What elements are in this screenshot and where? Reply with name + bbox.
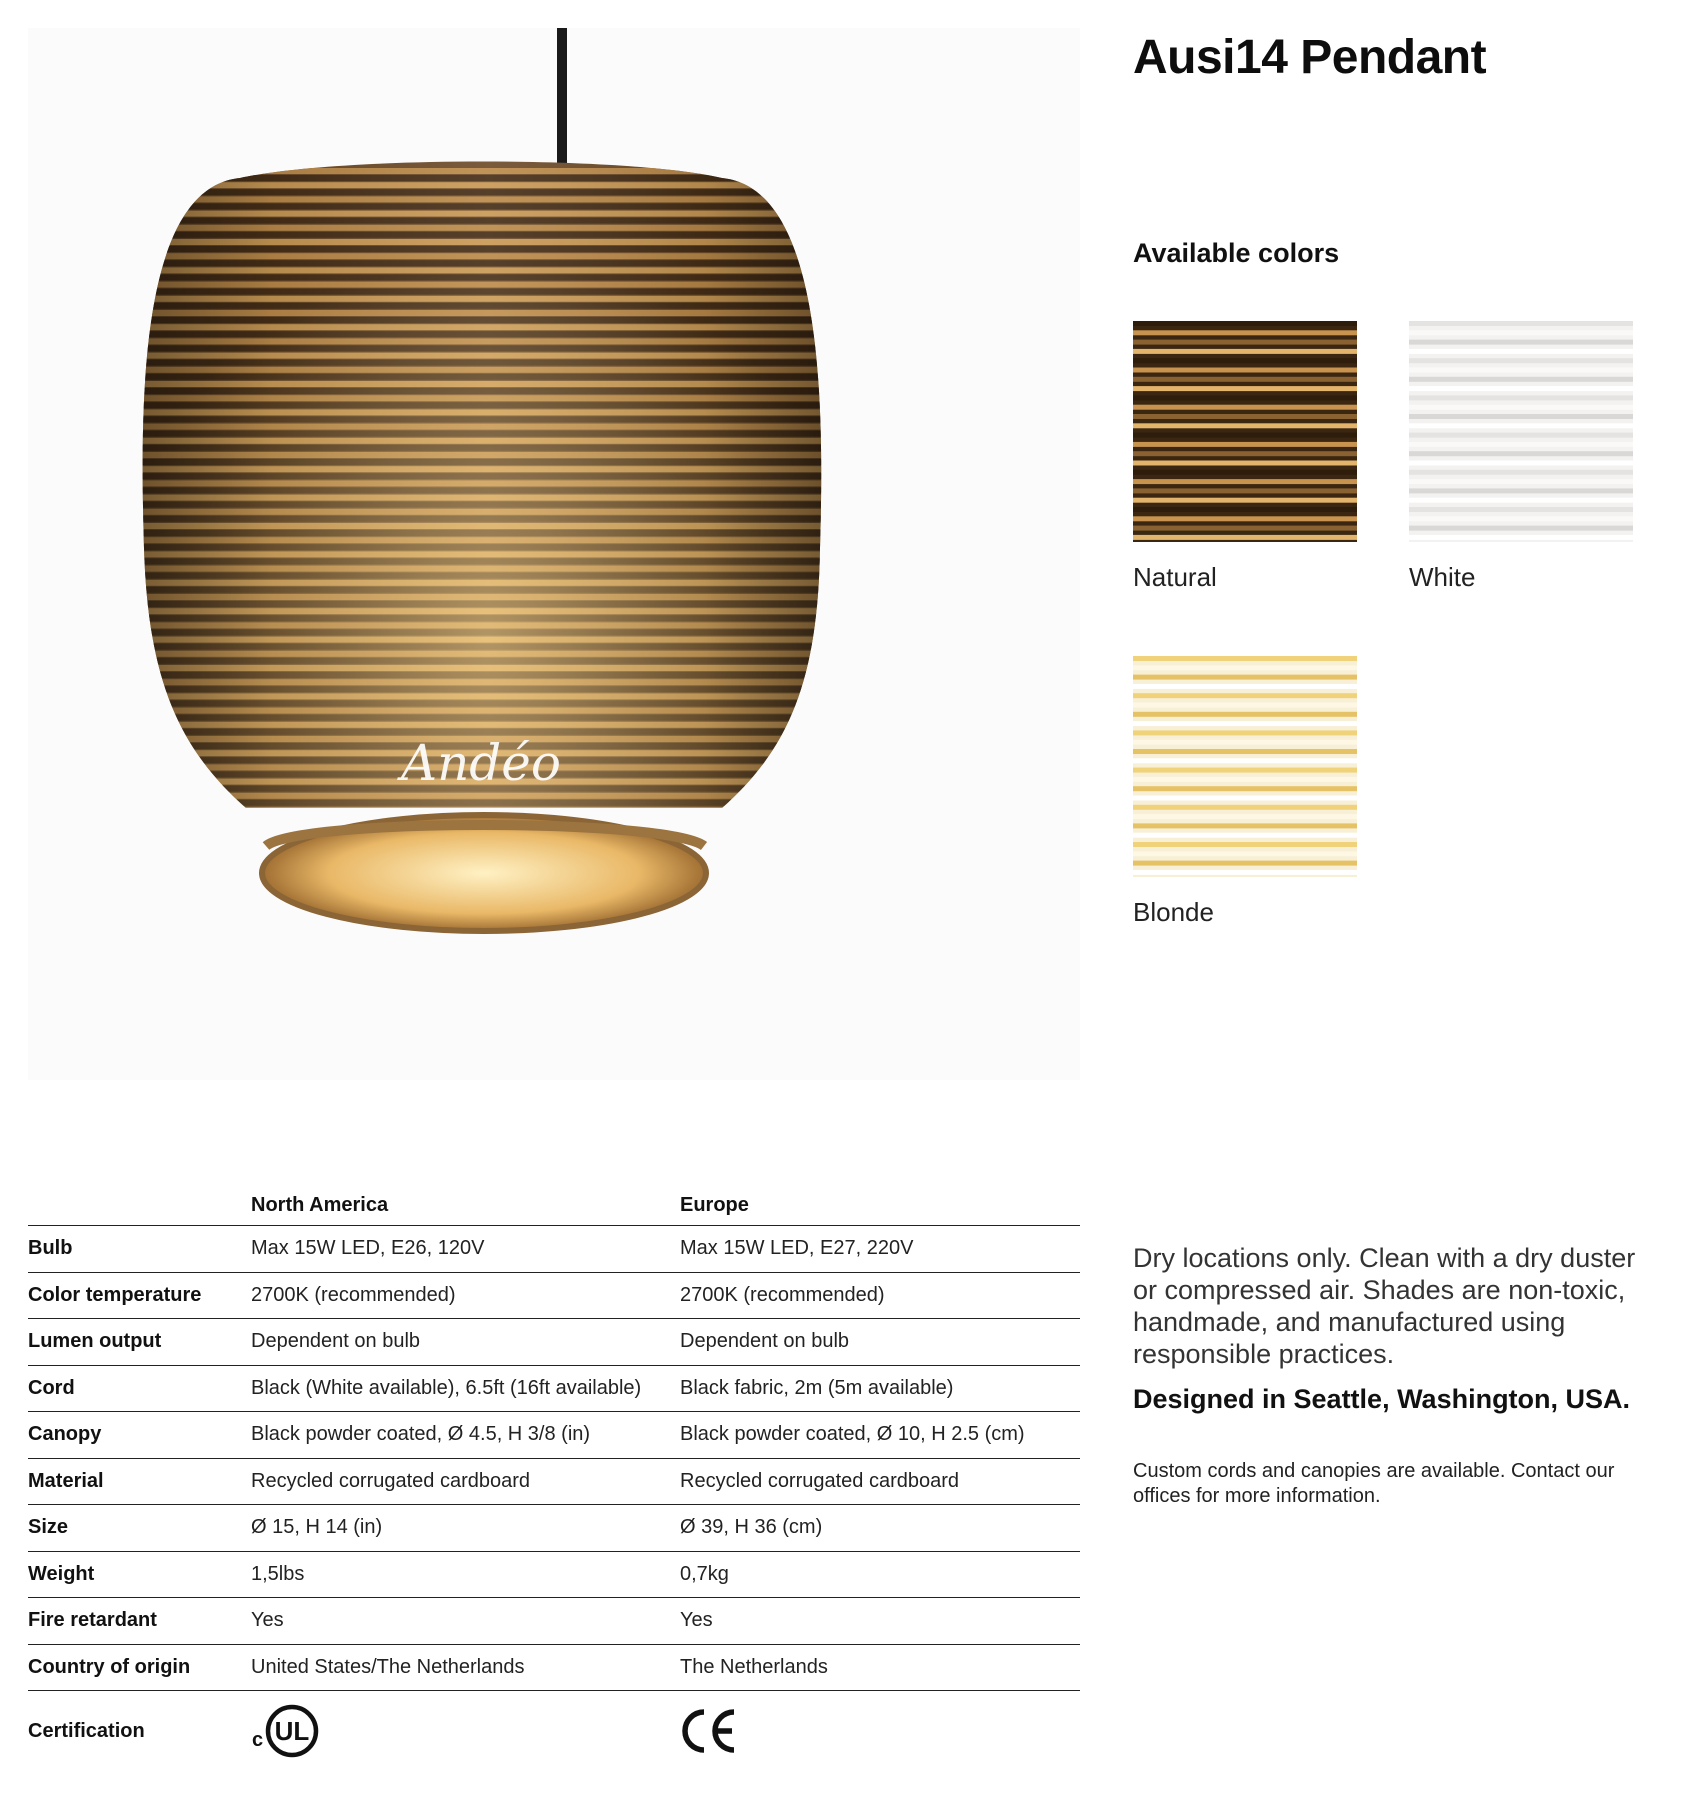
north-america-value: Yes (251, 1598, 680, 1645)
europe-value: Black powder coated, Ø 10, H 2.5 (cm) (680, 1412, 1080, 1459)
swatch-white-image (1409, 321, 1633, 542)
table-header-row (28, 1185, 1080, 1226)
europe-value: Dependent on bulb (680, 1319, 1080, 1366)
europe-value: Max 15W LED, E27, 220V (680, 1226, 1080, 1273)
column-header-north-america: North America (251, 1185, 680, 1226)
swatch-label-blonde: Blonde (1133, 897, 1214, 927)
row-label: Certification (28, 1719, 145, 1742)
table-row (28, 1272, 1080, 1319)
table-row (28, 1644, 1080, 1691)
pendant-lamp-illustration (28, 28, 1080, 1080)
europe-value: 0,7kg (680, 1551, 1080, 1598)
north-america-value: Ø 15, H 14 (in) (251, 1505, 680, 1552)
swatch-white[interactable] (1409, 321, 1633, 542)
svg-text:c: c (252, 1729, 264, 1751)
swatch-blonde-image (1133, 656, 1357, 877)
row-label: Bulb (28, 1226, 251, 1273)
swatch-natural-image (1133, 321, 1357, 542)
available-colors-heading: Available colors (1133, 238, 1340, 268)
table-row (28, 1319, 1080, 1366)
column-header-label (28, 1185, 251, 1226)
north-america-certification (251, 1691, 680, 1772)
product-image (28, 28, 1080, 1080)
swatch-label-natural: Natural (1133, 562, 1217, 592)
table-row (28, 1412, 1080, 1459)
swatch-natural[interactable] (1133, 321, 1357, 542)
north-america-value: Black powder coated, Ø 4.5, H 3/8 (in) (251, 1412, 680, 1459)
europe-value: Recycled corrugated cardboard (680, 1458, 1080, 1505)
north-america-value: Recycled corrugated cardboard (251, 1458, 680, 1505)
custom-options-note: Custom cords and canopies are available. Contact our offices for more information. (1133, 1460, 1615, 1507)
row-label: Lumen output (28, 1319, 251, 1366)
ce-mark-icon (680, 1706, 740, 1756)
north-america-value: 1,5lbs (251, 1551, 680, 1598)
table-row (28, 1458, 1080, 1505)
table-row (28, 1226, 1080, 1273)
row-label: Canopy (28, 1412, 251, 1459)
table-row (28, 1365, 1080, 1412)
row-label: Cord (28, 1365, 251, 1412)
europe-certification (680, 1691, 1080, 1772)
column-header-europe: Europe (680, 1185, 1080, 1226)
europe-value: The Netherlands (680, 1644, 1080, 1691)
watermark-text: Andéo (400, 734, 562, 792)
swatch-label-white: White (1409, 562, 1476, 592)
row-label: Size (28, 1505, 251, 1552)
north-america-value: 2700K (recommended) (251, 1272, 680, 1319)
row-label: Fire retardant (28, 1598, 251, 1645)
row-label: Color temperature (28, 1272, 251, 1319)
care-instructions: Dry locations only. Clean with a dry duster or compressed air. Shades are non-toxic, handmade, and manufactured using responsible practices. (1133, 1243, 1636, 1369)
ul-certification-icon (251, 1703, 323, 1759)
svg-text:UL: UL (274, 1716, 310, 1746)
table-row (28, 1551, 1080, 1598)
table-row (28, 1598, 1080, 1645)
pendant-cord (557, 28, 567, 180)
europe-value: Yes (680, 1598, 1080, 1645)
page-title: Ausi14 Pendant (1133, 31, 1487, 84)
europe-value: Ø 39, H 36 (cm) (680, 1505, 1080, 1552)
table-row (28, 1505, 1080, 1552)
row-label: Country of origin (28, 1644, 251, 1691)
specifications-table (28, 1185, 1080, 1771)
row-label: Weight (28, 1551, 251, 1598)
row-label: Material (28, 1458, 251, 1505)
europe-value: 2700K (recommended) (680, 1272, 1080, 1319)
lamp-shade (128, 148, 848, 828)
designed-in-heading: Designed in Seattle, Washington, USA. (1133, 1384, 1631, 1414)
swatch-blonde[interactable] (1133, 656, 1357, 877)
north-america-value: Max 15W LED, E26, 120V (251, 1226, 680, 1273)
north-america-value: United States/The Netherlands (251, 1644, 680, 1691)
north-america-value: Black (White available), 6.5ft (16ft available) (251, 1365, 680, 1412)
north-america-value: Dependent on bulb (251, 1319, 680, 1366)
table-row-certification (28, 1691, 1080, 1772)
europe-value: Black fabric, 2m (5m available) (680, 1365, 1080, 1412)
